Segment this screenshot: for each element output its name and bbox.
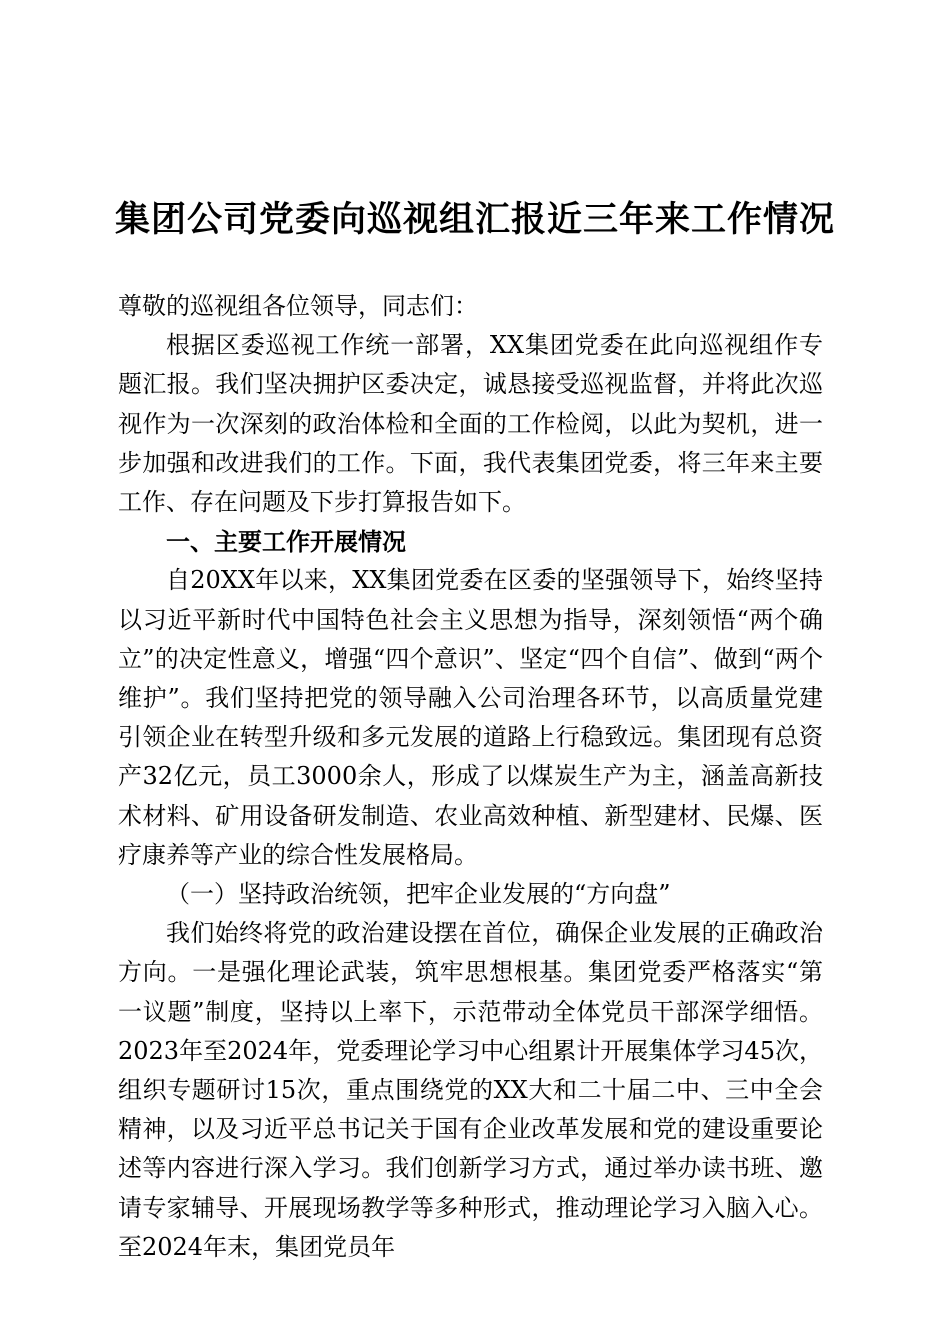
subsection-heading-political-leadership: （一）坚持政治统领，把牢企业发展的“方向盘” xyxy=(166,880,671,909)
document-title: 集团公司党委向巡视组汇报近三年来工作情况 xyxy=(114,199,835,240)
intro-paragraph: 根据区委巡视工作统一部署，XX集团党委在此向巡视组作专题汇报。我们坚决拥护区委决定，诚恳接受巡视监督，并将此次巡视作为一次深刻的政治体检和全面的工作检阅，以此为契机，进一步加强和改进我们的工作。下面，我代表集团党委，将三年来主要工作、存在问题及下步打算报告如下。 xyxy=(118,331,823,517)
document-body xyxy=(118,287,823,1267)
salutation: 尊敬的巡视组各位领导，同志们： xyxy=(118,292,478,320)
section-heading-main-work: 一、主要工作开展情况 xyxy=(166,527,406,557)
subsection-paragraph-political-building: 我们始终将党的政治建设摆在首位，确保企业发展的正确政治方向。一是强化理论武装，筑牢思想根基。集团党委严格落实“第一议题”制度，坚持以上率下，示范带动全体党员干部深学细悟。2023年至2024年，党委理论学习中心组累计开展集体学习45次，组织专题研讨15次，重点围绕党的XX大和二十届二中、三中全会精神，以及习近平总书记关于国有企业改革发展和党的建设重要论述等内容进行深入学习。我们创新学习方式，通过举办读书班、邀请专家辅导、开展现场教学等多种形式，推动理论学习入脑入心。至2024年末，集团党员年 xyxy=(118,919,823,1261)
section-paragraph-overview: 自20XX年以来，XX集团党委在区委的坚强领导下，始终坚持以习近平新时代中国特色社会主义思想为指导，深刻领悟“两个确立”的决定性意义，增强“四个意识”、坚定“四个自信”、做到“两个维护”。我们坚持把党的领导融入公司治理各环节，以高质量党建引领企业在转型升级和多元发展的道路上行稳致远。集团现有总资产32亿元，员工3000余人，形成了以煤炭生产为主，涵盖高新技术材料、矿用设备研发制造、农业高效种植、新型建材、民爆、医疗康养等产业的综合性发展格局。 xyxy=(118,566,823,869)
